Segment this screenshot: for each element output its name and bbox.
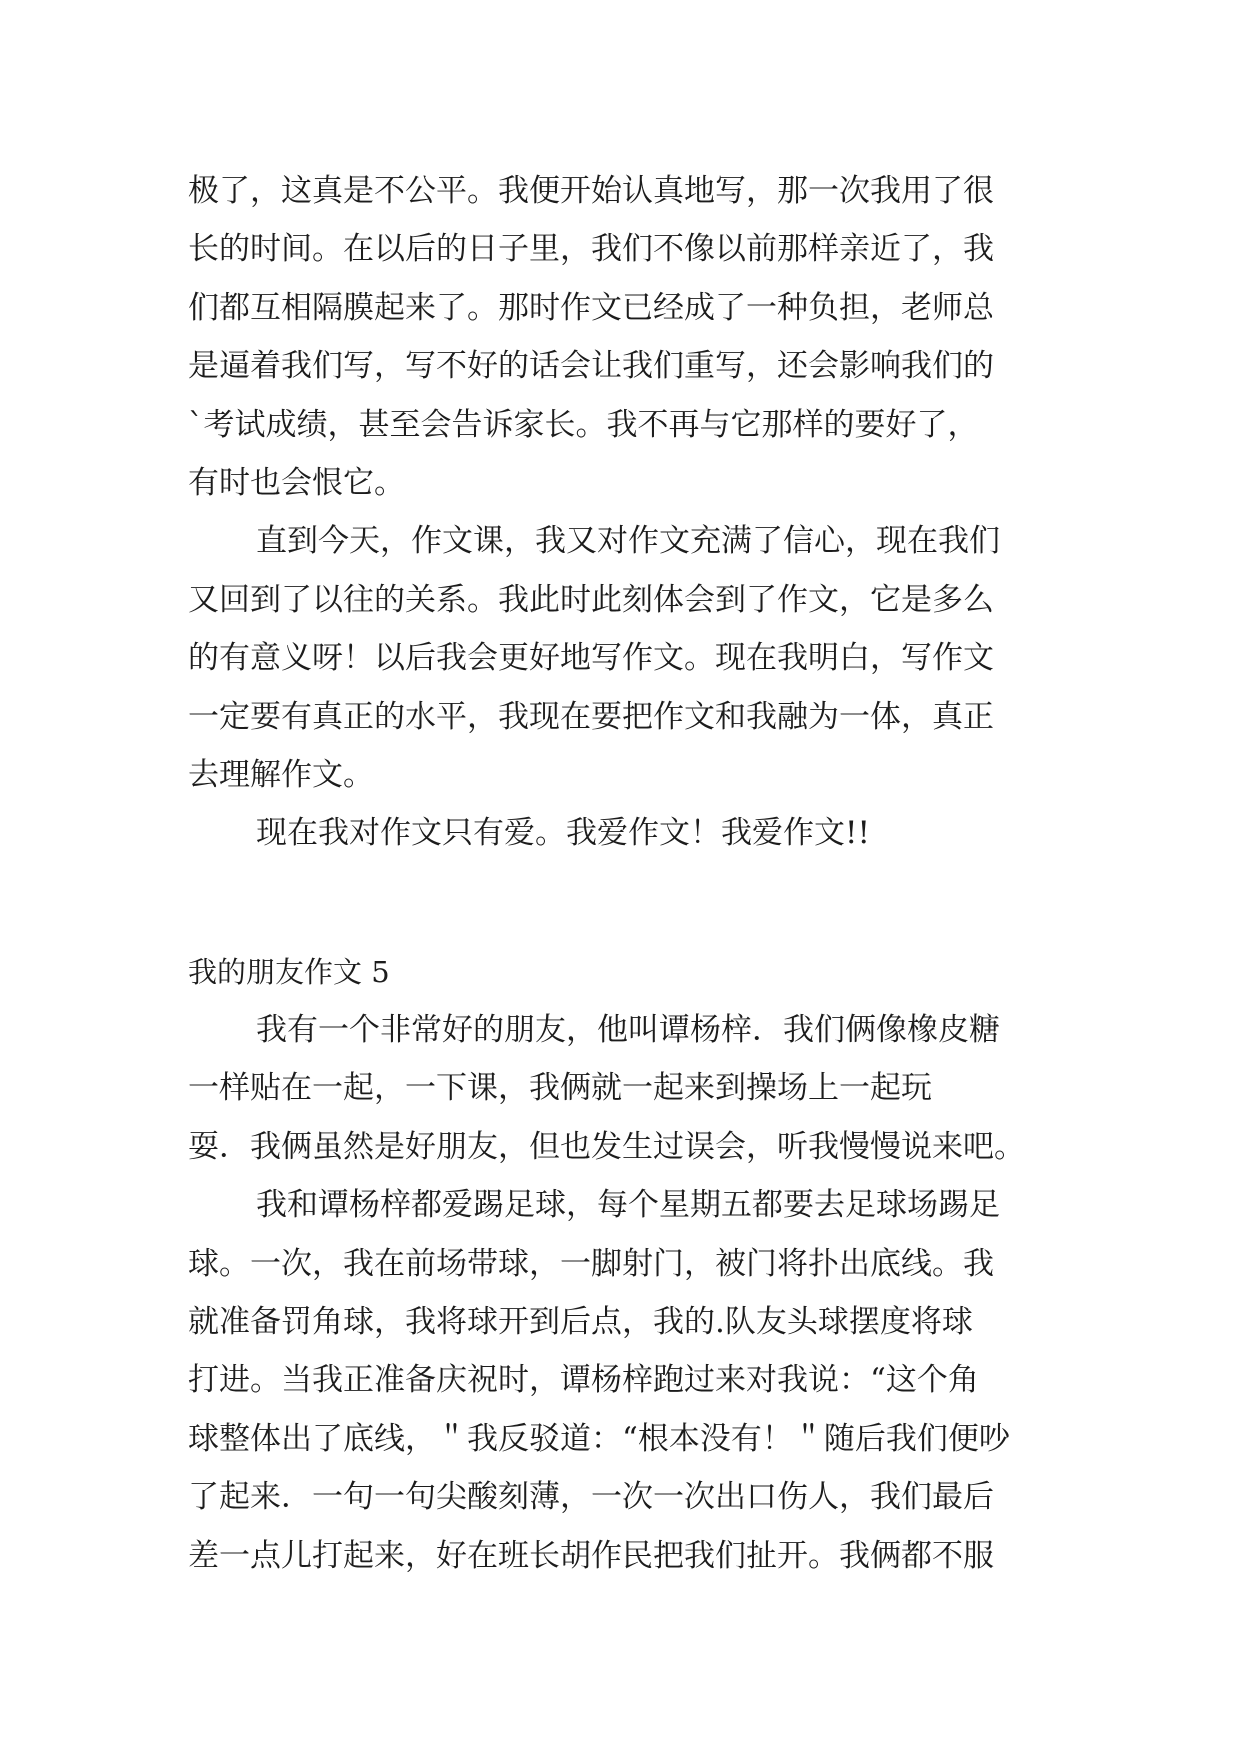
section-heading: 我的朋友作文 5 [188, 954, 390, 989]
text-line: 长的时间。在以后的日子里，我们不像以前那样亲近了，我 [188, 231, 994, 268]
paragraph [188, 162, 1058, 512]
text-line: 现在我对作文只有爱。我爱作文！我爱作文!! [256, 815, 870, 852]
text-line: 球。一次，我在前场带球，一脚射门，被门将扑出底线。我 [188, 1245, 994, 1282]
paragraph [188, 512, 1058, 804]
text-line: 打进。当我正准备庆祝时，谭杨梓跑过来对我说：“这个角 [188, 1362, 979, 1399]
text-line: 去理解作文。 [188, 756, 374, 793]
text-line: 一样贴在一起，一下课，我俩就一起来到操场上一起玩 [188, 1070, 932, 1107]
text-line: 差一点儿打起来，好在班长胡作民把我们扯开。我俩都不服 [188, 1537, 994, 1574]
essay-title [188, 943, 1058, 1001]
paragraph [188, 1001, 1058, 1176]
text-line: 就准备罚角球，我将球开到后点，我的.队友头球摆度将球 [188, 1304, 973, 1341]
text-line: 球整体出了底线，＂我反驳道：“根本没有！＂随后我们便吵 [188, 1420, 1010, 1457]
text-line: 又回到了以往的关系。我此时此刻体会到了作文，它是多么 [188, 581, 994, 618]
text-line: 了起来．一句一句尖酸刻薄，一次一次出口伤人，我们最后 [188, 1479, 994, 1516]
text-line: 们都互相隔膜起来了。那时作文已经成了一种负担，老师总 [188, 289, 994, 326]
text-line: 有时也会恨它。 [188, 464, 405, 501]
text-line: `考试成绩，甚至会告诉家长。我不再与它那样的要好了， [188, 406, 979, 443]
text-line: 直到今天，作文课，我又对作文充满了信心，现在我们 [256, 523, 1000, 560]
paragraph [188, 1176, 1058, 1585]
section-gap [188, 863, 1058, 943]
paragraph [188, 804, 1058, 862]
body-text [188, 162, 1058, 1585]
text-line: 一定要有真正的水平，我现在要把作文和我融为一体，真正 [188, 698, 994, 735]
text-line: 极了，这真是不公平。我便开始认真地写，那一次我用了很 [188, 173, 994, 209]
text-line: 的有意义呀！以后我会更好地写作文。现在我明白，写作文 [188, 640, 994, 677]
text-line: 我有一个非常好的朋友，他叫谭杨梓．我们俩像橡皮糖 [256, 1012, 1000, 1049]
text-line: 耍．我俩虽然是好朋友，但也发生过误会，听我慢慢说来吧。 [188, 1128, 1025, 1165]
text-line: 是逼着我们写，写不好的话会让我们重写，还会影响我们的 [188, 348, 994, 385]
text-line: 我和谭杨梓都爱踢足球，每个星期五都要去足球场踢足 [256, 1187, 1000, 1224]
